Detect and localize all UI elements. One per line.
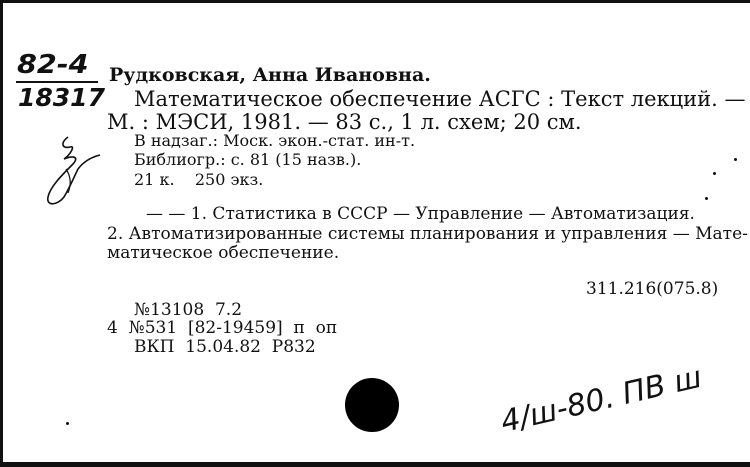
author-heading: Рудковская, Анна Ивановна.: [109, 64, 431, 86]
subject-line-3: матическое обеспечение.: [107, 243, 340, 263]
speck: [734, 158, 737, 161]
note-line-3: 21 к. 250 экз.: [134, 170, 264, 189]
handwritten-note: 4/ш-80. ПВ ш: [497, 359, 706, 440]
admin-line-2: 4 №531 [82-19459] п оп: [107, 318, 338, 338]
note-line-1: В надзаг.: Моск. экон.-стат. ин-т.: [134, 131, 416, 150]
punch-hole: [345, 378, 399, 432]
subject-line-2: 2. Автоматизированные системы планирования и управления — Мате-: [107, 224, 748, 244]
card-top-edge: [0, 0, 750, 3]
title-line-1: Математическое обеспечение АСГС : Текст лекций. —: [134, 87, 746, 111]
shelfmark-code: 82-4: [17, 50, 89, 80]
speck: [705, 197, 708, 200]
card-bottom-edge: [0, 462, 750, 467]
shelfmark-number: 18317: [18, 83, 105, 112]
note-line-2: Библиогр.: с. 81 (15 назв.).: [134, 150, 362, 169]
speck: [66, 422, 69, 425]
admin-line-3: ВКП 15.04.82 Р832: [134, 337, 316, 357]
classification-code: 311.216(075.8): [586, 279, 719, 299]
speck: [713, 172, 716, 175]
title-line-2: М. : МЭСИ, 1981. — 83 с., 1 л. схем; 20 см.: [107, 110, 582, 134]
admin-line-1: №13108 7.2: [134, 300, 243, 320]
card-left-edge: [0, 0, 3, 467]
subject-line-1: — — 1. Статистика в СССР — Управление — Автоматизация.: [146, 204, 695, 224]
signature-scribble: [40, 135, 108, 210]
